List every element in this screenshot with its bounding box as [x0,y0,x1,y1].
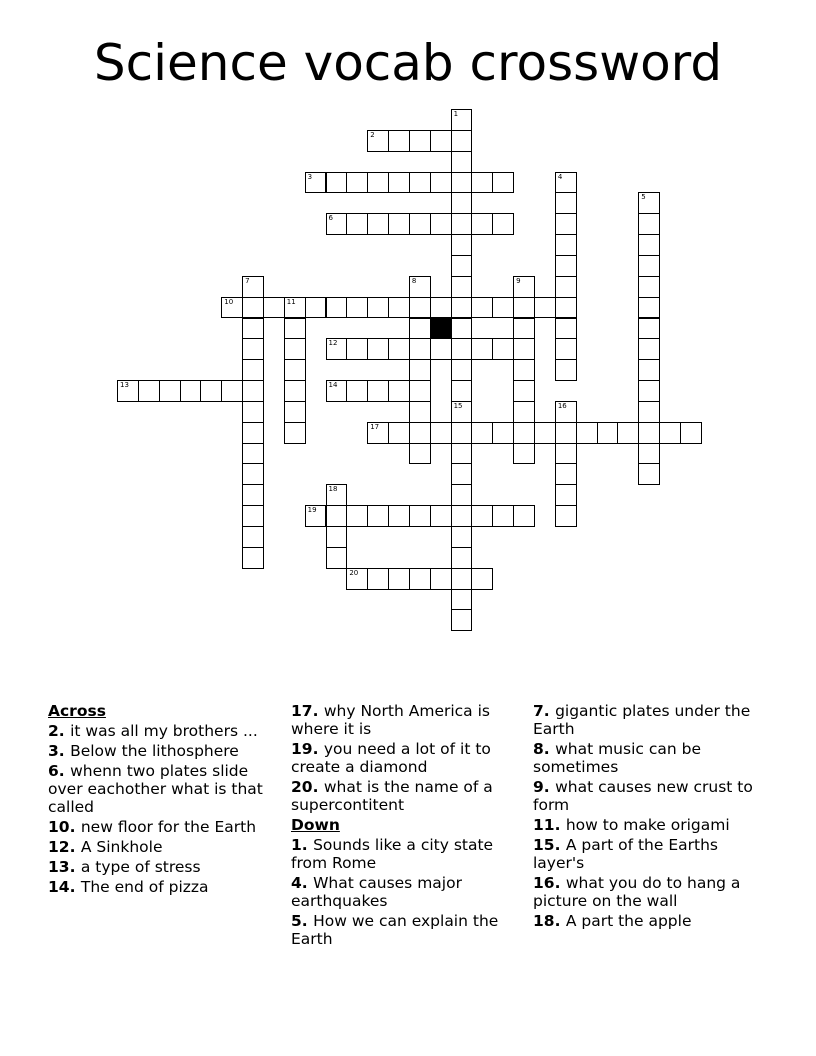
grid-cell[interactable] [346,297,368,319]
grid-cell[interactable] [326,505,348,527]
grid-cell[interactable] [555,443,577,465]
grid-cell[interactable] [242,401,264,423]
grid-cell[interactable] [555,255,577,277]
clue-number-label: 7. [533,702,556,720]
grid-cell[interactable] [451,359,473,381]
grid-cell[interactable] [409,213,431,235]
grid-cell[interactable] [367,213,389,235]
clue-number: 12 [328,339,338,348]
grid-cell[interactable] [326,172,348,194]
grid-cell[interactable] [451,130,473,152]
clue-text: how to make origami [565,816,730,834]
grid-cell[interactable] [430,130,452,152]
grid-cell[interactable] [242,297,264,319]
clue-text: it was all my brothers ... [70,722,258,740]
grid-cell[interactable] [367,130,389,152]
grid-cell[interactable] [555,422,577,444]
grid-cell[interactable] [180,380,202,402]
grid-cell[interactable] [284,380,306,402]
grid-cell[interactable] [513,422,535,444]
clue-number-label: 2. [48,722,71,740]
clue-item [48,722,280,740]
grid-cell[interactable] [430,172,452,194]
grid-cell[interactable] [346,213,368,235]
clue-number-label: 16. [533,874,566,892]
clue-text: A part of the Earths layer's [533,836,718,872]
grid-cell[interactable] [409,568,431,590]
clue-text: what you do to hang a picture on the wall [533,874,741,910]
clue-number: 16 [557,401,567,410]
grid-cell[interactable] [242,338,264,360]
grid-cell[interactable] [576,422,598,444]
clue-number-label: 13. [48,858,81,876]
grid-cell[interactable] [305,505,327,527]
clue-number: 19 [307,506,317,515]
grid-cell[interactable] [513,318,535,340]
grid-cell[interactable] [388,505,410,527]
grid-cell[interactable] [430,505,452,527]
grid-cell[interactable] [555,318,577,340]
grid-cell[interactable] [367,568,389,590]
grid-cell[interactable] [367,422,389,444]
grid-cell[interactable] [555,213,577,235]
clue-item [533,740,765,776]
grid-cell[interactable] [638,255,660,277]
clue-text: what causes new crust to form [533,778,753,814]
grid-cell[interactable] [555,297,577,319]
grid-cell[interactable] [242,422,264,444]
clue-item [291,778,523,814]
grid-cell[interactable] [326,380,348,402]
grid-cell[interactable] [159,380,181,402]
grid-cell[interactable] [346,338,368,360]
clue-item [291,702,523,738]
clue-number: 3 [307,172,313,181]
grid-cell[interactable] [492,422,514,444]
grid-cell[interactable] [430,297,452,319]
clue-number: 2 [370,130,375,139]
grid-cell[interactable] [451,422,473,444]
grid-cell[interactable] [451,505,473,527]
grid-cell[interactable] [638,380,660,402]
grid-cell[interactable] [513,338,535,360]
grid-cell[interactable] [492,213,514,235]
grid-cell[interactable] [388,297,410,319]
grid-cell[interactable] [451,568,473,590]
grid-cell[interactable] [346,505,368,527]
clue-text: what is the name of a supercontitent [291,778,493,814]
grid-cell[interactable] [492,338,514,360]
grid-cell[interactable] [451,547,473,569]
clue-text: a type of stress [80,858,201,876]
grid-cell[interactable] [597,422,619,444]
grid-cell[interactable] [638,318,660,340]
clue-item [48,818,280,836]
grid-cell[interactable] [242,276,264,298]
grid-cell[interactable] [638,443,660,465]
grid-cell[interactable] [638,234,660,256]
grid-cell[interactable] [326,547,348,569]
grid-cell[interactable] [388,172,410,194]
grid-cell[interactable] [409,297,431,319]
clue-number: 6 [328,214,333,223]
grid-cell[interactable] [471,568,493,590]
grid-cell[interactable] [388,380,410,402]
grid-cell[interactable] [638,192,660,214]
clue-number-label: 3. [48,742,71,760]
grid-cell[interactable] [326,213,348,235]
puzzle-title: Science vocab crossword [93,34,723,92]
grid-cell[interactable] [367,297,389,319]
grid-cell[interactable] [513,276,535,298]
grid-cell[interactable] [513,401,535,423]
grid-cell[interactable] [326,338,348,360]
grid-cell[interactable] [513,443,535,465]
clues-column-3 [533,702,765,932]
grid-cell[interactable] [284,359,306,381]
clue-number: 15 [453,401,463,410]
clues-column-1 [48,702,280,898]
grid-cell[interactable] [409,130,431,152]
grid-cell[interactable] [242,484,264,506]
grid-cell[interactable] [492,297,514,319]
clue-item [291,912,523,948]
grid-cell[interactable] [242,463,264,485]
grid-cell[interactable] [326,484,348,506]
grid-cell[interactable] [409,505,431,527]
grid-cell[interactable] [388,422,410,444]
grid-cell[interactable] [284,297,306,319]
clue-text: The end of pizza [80,878,209,896]
clue-text: what music can be sometimes [533,740,701,776]
grid-cell[interactable] [409,422,431,444]
grid-cell[interactable] [200,380,222,402]
grid-cell[interactable] [367,380,389,402]
grid-cell[interactable] [451,484,473,506]
grid-cell[interactable] [513,380,535,402]
grid-cell[interactable] [221,297,243,319]
clues-column-2 [291,702,523,950]
clue-number: 9 [516,276,521,285]
grid-cell[interactable] [242,318,264,340]
clue-number: 18 [328,485,338,494]
grid-cell[interactable] [471,422,493,444]
grid-cell[interactable] [680,422,702,444]
clue-number-label: 6. [48,762,71,780]
grid-cell[interactable] [638,401,660,423]
grid-cell[interactable] [471,172,493,194]
grid-cell[interactable] [555,505,577,527]
clue-item [533,816,765,834]
clue-item [291,836,523,872]
grid-cell[interactable] [388,213,410,235]
grid-cell[interactable] [513,297,535,319]
clue-item [533,874,765,910]
grid-cell[interactable] [492,505,514,527]
grid-cell[interactable] [471,213,493,235]
grid-cell[interactable] [451,589,473,611]
clue-number-label: 8. [533,740,556,758]
grid-cell[interactable] [534,297,556,319]
clue-number: 13 [120,381,129,390]
grid-cell[interactable] [638,297,660,319]
grid-cell[interactable] [430,338,452,360]
grid-cell[interactable] [555,172,577,194]
clue-number: 10 [224,297,234,306]
clue-text: Sounds like a city state from Rome [291,836,494,872]
clue-item [533,912,765,930]
grid-cell[interactable] [242,526,264,548]
grid-cell[interactable] [409,338,431,360]
grid-cell[interactable] [451,318,473,340]
grid-cell[interactable] [388,568,410,590]
clue-number-label: 14. [48,878,81,896]
grid-cell[interactable] [638,359,660,381]
clue-text: whenn two plates slide over eachother what is that called [48,762,263,816]
grid-cell[interactable] [555,401,577,423]
across-heading: Across [48,702,106,720]
grid-cell[interactable] [471,297,493,319]
grid-cell[interactable] [555,484,577,506]
clue-number-label: 20. [291,778,324,796]
clue-number-label: 10. [48,818,81,836]
grid-cell[interactable] [451,401,473,423]
grid-cell[interactable] [451,526,473,548]
grid-cell[interactable] [284,401,306,423]
grid-cell[interactable] [284,318,306,340]
grid-cell[interactable] [263,297,285,319]
grid-cell[interactable] [367,505,389,527]
clue-number: 1 [453,110,459,118]
grid-cell[interactable] [451,609,473,631]
grid-cell[interactable] [513,359,535,381]
grid-cell[interactable] [451,297,473,319]
grid-cell[interactable] [138,380,160,402]
grid-cell[interactable] [409,380,431,402]
clue-text: How we can explain the Earth [291,912,499,948]
grid-cell[interactable] [409,359,431,381]
grid-cell[interactable] [326,297,348,319]
clue-item [291,740,523,776]
grid-cell[interactable] [326,526,348,548]
clue-number-label: 11. [533,816,566,834]
clue-text: Below the lithosphere [70,742,239,760]
grid-cell[interactable] [430,422,452,444]
grid-cell[interactable] [638,463,660,485]
grid-cell[interactable] [471,505,493,527]
grid-cell[interactable] [555,463,577,485]
grid-cell[interactable] [451,192,473,214]
grid-cell[interactable] [638,422,660,444]
grid-cell[interactable] [221,380,243,402]
clue-item [533,702,765,738]
grid-cell[interactable] [555,359,577,381]
clue-number-label: 18. [533,912,566,930]
grid-cell[interactable] [117,380,139,402]
clue-item [48,762,280,816]
grid-cell[interactable] [555,338,577,360]
grid-cell[interactable] [451,234,473,256]
grid-cell[interactable] [555,234,577,256]
grid-cell[interactable] [284,422,306,444]
clue-text: new floor for the Earth [80,818,257,836]
grid-cell[interactable] [242,547,264,569]
grid-cell[interactable] [430,568,452,590]
grid-cell[interactable] [451,380,473,402]
clue-item [48,742,280,760]
grid-cell[interactable] [451,172,473,194]
grid-cell[interactable] [242,505,264,527]
grid-cell[interactable] [242,359,264,381]
clue-number-label: 12. [48,838,81,856]
clue-text: A Sinkhole [80,838,163,856]
clue-item [48,878,280,896]
grid-cell[interactable] [451,338,473,360]
grid-cell[interactable] [388,338,410,360]
grid-cell[interactable] [617,422,639,444]
grid-cell[interactable] [471,338,493,360]
clue-number: 7 [245,276,250,285]
clue-item [533,778,765,814]
grid-cell[interactable] [409,443,431,465]
grid-cell[interactable] [451,463,473,485]
clue-text: you need a lot of it to create a diamond [291,740,491,776]
clue-number-label: 1. [291,836,314,854]
clue-number-label: 19. [291,740,324,758]
grid-cell[interactable] [305,297,327,319]
clue-item [291,874,523,910]
grid-cell[interactable] [451,255,473,277]
grid-cell[interactable] [409,276,431,298]
clue-number: 11 [286,297,296,306]
grid-cell[interactable] [367,338,389,360]
grid-cell[interactable] [659,422,681,444]
clue-item [48,838,280,856]
grid-cell[interactable] [346,172,368,194]
clue-number-label: 5. [291,912,314,930]
grid-cell[interactable] [367,172,389,194]
black-cell [430,318,452,340]
grid-cell[interactable] [451,109,473,131]
grid-cell[interactable] [409,172,431,194]
grid-cell[interactable] [451,213,473,235]
clue-number: 14 [328,381,338,390]
clue-item [533,836,765,872]
down-heading: Down [291,816,340,834]
clue-number-label: 4. [291,874,314,892]
grid-cell[interactable] [638,213,660,235]
grid-cell[interactable] [451,276,473,298]
grid-cell[interactable] [305,172,327,194]
clue-number-label: 9. [533,778,556,796]
grid-cell[interactable] [555,192,577,214]
clue-number-label: 15. [533,836,566,854]
clue-item [48,858,280,876]
grid-cell[interactable] [346,380,368,402]
clue-number: 8 [411,276,417,285]
grid-cell[interactable] [638,276,660,298]
grid-cell[interactable] [242,443,264,465]
grid-cell[interactable] [492,172,514,194]
grid-cell[interactable] [555,276,577,298]
grid-cell[interactable] [388,130,410,152]
grid-cell[interactable] [242,380,264,402]
grid-cell[interactable] [513,505,535,527]
grid-cell[interactable] [451,443,473,465]
grid-cell[interactable] [534,422,556,444]
clue-number: 5 [641,193,646,202]
grid-cell[interactable] [638,338,660,360]
clue-number: 4 [557,172,563,181]
clue-text: gigantic plates under the Earth [533,702,751,738]
grid-cell[interactable] [346,568,368,590]
grid-cell[interactable] [451,151,473,173]
clue-text: A part the apple [565,912,692,930]
grid-cell[interactable] [409,318,431,340]
grid-cell[interactable] [409,401,431,423]
grid-cell[interactable] [430,213,452,235]
clue-text: why North America is where it is [291,702,490,738]
grid-cell[interactable] [284,338,306,360]
clue-text: What causes major earthquakes [291,874,462,910]
clue-number: 20 [349,568,359,577]
clue-number: 17 [370,422,380,431]
clue-number-label: 17. [291,702,324,720]
